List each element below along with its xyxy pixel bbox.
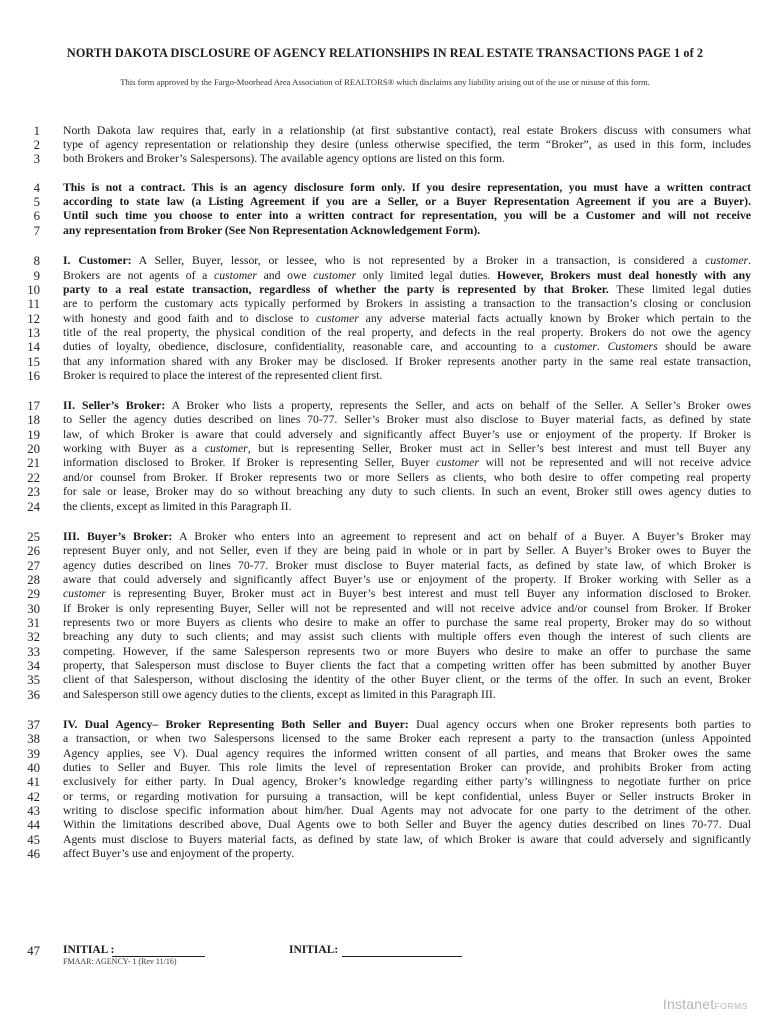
document-line	[26, 790, 751, 804]
document-line	[26, 747, 751, 761]
line-text: competing. However, if the same Salesperson represents two or more Buyers who desire to make an offer to purchase the same	[63, 645, 751, 658]
document-line	[26, 369, 726, 383]
line-number: 43	[27, 804, 40, 818]
document-line	[26, 254, 751, 268]
line-number: 38	[27, 732, 40, 746]
line-number: 7	[33, 224, 40, 238]
document-line	[26, 181, 751, 195]
line-text: If Broker is only representing Buyer, Seller will not be represented and will not receive advice and/or counsel from Broker. If Broker	[63, 602, 751, 615]
document-line	[26, 775, 751, 789]
line-text: customer is representing Buyer, Broker must act in Buyer’s best interest and must tell Buyer any information disclosed to Broker.	[63, 587, 751, 600]
line-number: 26	[27, 544, 40, 558]
document-line	[26, 718, 751, 732]
line-number: 34	[27, 659, 40, 673]
document-line	[26, 500, 726, 514]
line-number: 37	[27, 718, 40, 732]
document-line	[26, 456, 751, 470]
line-text: writing to disclose specific information about him/her. Dual Agents may not advocate for one party to the detriment of the other.	[63, 804, 751, 817]
line-number: 13	[27, 326, 40, 340]
line-text: and/or counsel from Broker. If Broker represents two or more Sellers as clients, who both desire to offer competing real property	[63, 471, 751, 484]
document-line	[26, 283, 751, 297]
line-number: 35	[27, 673, 40, 687]
document-line	[26, 559, 751, 573]
document-line	[26, 544, 751, 558]
document-line	[26, 269, 751, 283]
line-number: 23	[27, 485, 40, 499]
line-text: with honesty and good faith and to disclose to customer any adverse material facts actually known by Broker which pertain to the	[63, 312, 751, 325]
initial-label-1: INITIAL :	[63, 944, 115, 956]
line-number: 20	[27, 442, 40, 456]
line-number: 29	[27, 587, 40, 601]
line-text: exclusively for either party. In Dual agency, Broker’s knowledge regarding either party’s willingness to negotiate further on price	[63, 775, 751, 788]
line-text: affect Buyer’s use and enjoyment of the property.	[63, 847, 295, 860]
line-number: 18	[27, 413, 40, 427]
line-text: duties to Seller and Buyer. This role limits the level of representation Broker can provide, and prohibits Broker from acting	[63, 761, 751, 774]
document-line	[26, 818, 751, 832]
line-text: for sale or lease, Broker may do so without breaching any duty to such clients. In such an event, Broker still owes agency duties to	[63, 485, 751, 498]
initial-blank-2[interactable]	[342, 956, 462, 957]
line-number: 2	[33, 138, 40, 152]
line-number: 41	[27, 775, 40, 789]
line-number: 16	[27, 369, 40, 383]
line-number: 10	[27, 283, 40, 297]
logo-main-text: Instanet	[662, 996, 715, 1012]
line-number: 28	[27, 573, 40, 587]
line-number: 5	[33, 195, 40, 209]
document-line	[26, 673, 751, 687]
line-text: North Dakota law requires that, early in a relationship (at first substantive contact), real estate Brokers discuss with consumers what	[63, 124, 751, 137]
line-number: 6	[33, 209, 40, 223]
line-text: duties of loyalty, obedience, disclosure, confidentiality, reasonable care, and accounting to a customer. Customers should be aware	[63, 340, 751, 353]
line-text: Until such time you choose to enter into a written contract for representation, you will be a Customer and will not receive	[63, 209, 751, 222]
line-text: represent Buyer only, and not Seller, even if they are being paid in whole or in part by Seller. A Buyer’s Broker owes to Buyer the	[63, 544, 751, 557]
document-line	[26, 138, 751, 152]
line-number: 3	[33, 152, 40, 166]
form-code: FMAAR: AGENCY- 1 (Rev 11/16)	[63, 957, 177, 966]
document-line	[26, 616, 751, 630]
document-line	[26, 399, 751, 413]
line-text: are to perform the customary acts typically performed by Brokers in assisting a transaction to the transaction’s closing or conclusion	[63, 297, 751, 310]
document-line	[26, 761, 751, 775]
instanet-forms-logo	[663, 996, 748, 1012]
line-number: 24	[27, 500, 40, 514]
line-number: 1	[33, 124, 40, 138]
document-line	[26, 355, 751, 369]
document-line	[26, 732, 751, 746]
line-text: II. Seller’s Broker: A Broker who lists a property, represents the Seller, and acts on behalf of the Seller. A Seller’s Broker owes	[63, 399, 751, 412]
line-number: 40	[27, 761, 40, 775]
line-number: 12	[27, 312, 40, 326]
line-text: Agency applies, see V). Dual agency requires the informed written consent of all parties, and means that Broker owes the same	[63, 747, 751, 760]
document-line	[26, 847, 726, 861]
document-line	[26, 471, 751, 485]
document-line	[26, 124, 751, 138]
document-line	[26, 530, 751, 544]
document-line	[26, 688, 726, 702]
line-number: 4	[33, 181, 40, 195]
document-line	[26, 804, 751, 818]
line-number: 25	[27, 530, 40, 544]
line-number: 46	[27, 847, 40, 861]
line-number: 32	[27, 630, 40, 644]
line-text: or terms, or regarding motivation for pursuing a transaction, will be kept confidential, unless Buyer or Seller instructs Broker in	[63, 790, 751, 803]
line-number: 14	[27, 340, 40, 354]
document-line	[26, 326, 751, 340]
line-text: Within the limitations described above, Dual Agents owe to both Seller and Buyer the agency duties described on lines 70-77. Dual	[63, 818, 751, 831]
document-line	[26, 602, 751, 616]
line-number: 31	[27, 616, 40, 630]
document-line	[26, 224, 726, 238]
line-text: Agents must disclose to Buyers material facts, as defined by state law, of which Broker is aware that could adversely and significantly	[63, 833, 751, 846]
document-line	[26, 630, 751, 644]
line-text: working with Buyer as a customer, but is representing Seller, Broker must act in Seller’s best interest and must tell Buyer any	[63, 442, 751, 455]
line-text: III. Buyer’s Broker: A Broker who enters into an agreement to represent and act on behalf of a Buyer. A Buyer’s Broker may	[63, 530, 751, 543]
line-number: 8	[33, 254, 40, 268]
line-number: 42	[27, 790, 40, 804]
document-line	[26, 587, 751, 601]
line-text: the clients, except as limited in this Paragraph II.	[63, 500, 292, 513]
initial-label-2: INITIAL:	[289, 944, 339, 956]
line-number: 9	[33, 269, 40, 283]
document-line	[26, 195, 751, 209]
line-number: 11	[27, 297, 40, 311]
document-line	[26, 340, 751, 354]
line-text: I. Customer: A Seller, Buyer, lessor, or lessee, who is not represented by a Broker in a transaction, is considered a customer.	[63, 254, 751, 267]
line-number: 22	[27, 471, 40, 485]
line-text: to Seller the agency duties described on lines 70-77. Seller’s Broker must also disclose to Buyer material facts, as defined by state	[63, 413, 751, 426]
line-text: This is not a contract. This is an agency disclosure form only. If you desire representation, you must have a written contract	[63, 181, 751, 194]
logo-small-text: FORMS	[714, 1001, 748, 1011]
document-line	[26, 428, 751, 442]
document-line	[26, 659, 751, 673]
document-line	[26, 312, 751, 326]
line-number: 36	[27, 688, 40, 702]
line-text: party to a real estate transaction, regardless of whether the party is represented by that Broker. These limited legal duties	[63, 283, 751, 296]
document-line	[26, 413, 751, 427]
line-text: Brokers are not agents of a customer and owe customer only limited legal duties. However, Brokers must deal honestly with any	[63, 269, 751, 282]
document-line	[26, 645, 751, 659]
line-text: agency duties described on lines 70-77. Broker must disclose to Buyer material facts, as defined by state law, of which Broker is	[63, 559, 751, 572]
line-text: type of agency representation or relationship they desire (unless otherwise specified, the term “Broker”, as used in this form, includes	[63, 138, 751, 151]
document-line	[26, 833, 751, 847]
line-number: 47	[27, 944, 40, 958]
line-text: client of that Salesperson, without disclosing the identity of the other Buyer client, or the terms of the offer. In such an event, Broker	[63, 673, 751, 686]
line-number: 44	[27, 818, 40, 832]
line-number: 30	[27, 602, 40, 616]
line-text: property, that Salesperson must disclose to Buyer clients the fact that a competing written offer has been submitted by another Buyer	[63, 659, 751, 672]
line-number: 39	[27, 747, 40, 761]
line-text: that any information shared with any Broker may be disclosed. If Broker represents another party in the same real estate transaction,	[63, 355, 751, 368]
line-text: law, of which Broker is aware that could adversely and significantly affect Buyer’s use or enjoyment of the property. If Broker is	[63, 428, 751, 441]
line-number: 21	[27, 456, 40, 470]
document-line	[26, 442, 751, 456]
line-text: aware that could adversely and significantly affect Buyer’s use or enjoyment of the property. If Broker working with Seller as a	[63, 573, 751, 586]
line-number: 27	[27, 559, 40, 573]
line-number: 45	[27, 833, 40, 847]
document-line	[26, 152, 726, 166]
document-line	[26, 573, 751, 587]
document-title: NORTH DAKOTA DISCLOSURE OF AGENCY RELATIONSHIPS IN REAL ESTATE TRANSACTIONS PAGE 1 of 2	[66, 46, 704, 60]
document-line	[26, 485, 751, 499]
document-subtitle: This form approved by the Fargo-Moorhead Area Association of REALTORS® which disclaims any liability arising out of the use or misuse of this form.	[120, 77, 650, 87]
line-text: breaching any duty to such clients; and may assist such clients with multiple offers even though the interest of such clients are	[63, 630, 751, 643]
line-text: according to state law (a Listing Agreement if you are a Seller, or a Buyer Representation Agreement if you are a Buyer).	[63, 195, 751, 208]
line-text: any representation from Broker (See Non Representation Acknowledgement Form).	[63, 224, 481, 237]
line-text: both Brokers and Broker’s Salespersons). The available agency options are listed on this form.	[63, 152, 505, 165]
line-number: 15	[27, 355, 40, 369]
document-line	[26, 209, 751, 223]
line-text: IV. Dual Agency– Broker Representing Both Seller and Buyer: Dual agency occurs when one Broker represents both parties to	[63, 718, 751, 731]
line-number: 19	[27, 428, 40, 442]
line-text: and Salesperson still owe agency duties to the clients, except as limited in this Paragraph III.	[63, 688, 496, 701]
line-text: Broker is required to place the interest of the represented client first.	[63, 369, 383, 382]
line-number: 17	[27, 399, 40, 413]
line-number: 33	[27, 645, 40, 659]
line-text: a transaction, or when two Salespersons licensed to the same Broker each represent a party to the transaction (unless Appointed	[63, 732, 751, 745]
document-line	[26, 297, 751, 311]
line-text: information disclosed to Broker. If Broker is representing Seller, Buyer customer will not be represented and will not receive advice	[63, 456, 751, 469]
line-text: title of the real property, the physical condition of the real property, and defects in the real property. Brokers do not owe the agency	[63, 326, 751, 339]
line-text: represents two or more Buyers as clients who desire to make an offer to purchase the same real property, Broker may do so without	[63, 616, 751, 629]
